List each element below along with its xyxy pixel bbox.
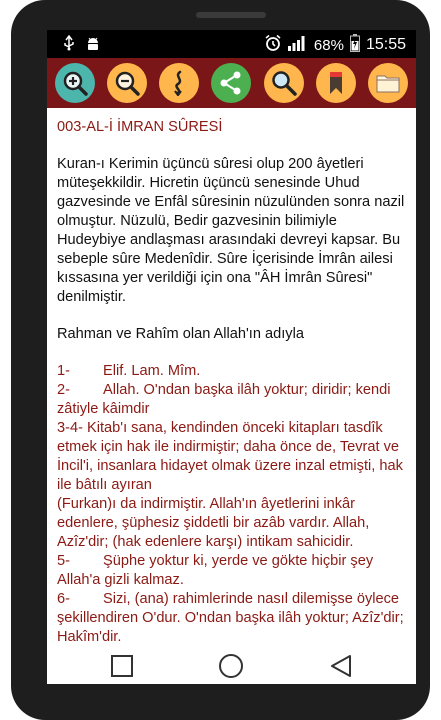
verse-number: 3-4-: [57, 420, 83, 436]
home-button[interactable]: [213, 652, 249, 680]
verse-item: [57, 419, 406, 495]
surah-intro: Kuran-ı Kerimin üçüncü sûresi olup 200 âyetleri müteşekkildir. Hicretin üçüncü senesinde Uhud gazvesinde ve Enfâl sûresinin nüzulünden sonra nazil olmuştur. Nüzulü, Bedir gazvesinin bilimiyle Hudeybiye andlaşması arasındaki devreyi kapsar. Bu sebeple sûre Medenîdir. Sûre İçerisinde İmrân ailesi kıssasına yer verildiği için ona "ÂH İmrân Sûresi" denilmiştir.: [57, 156, 405, 305]
navigation-bar: [47, 648, 416, 684]
android-debug-icon: [85, 35, 101, 55]
phone-frame: [11, 0, 430, 720]
verse-text: Sizi, (ana) rahimlerinde nasıl dilemişse öylece şekillendiren O'dur. O'ndan başka ilâh yoktur; Azîz'dir; Hakîm'dir.: [57, 591, 404, 645]
bottom-bezel: [11, 684, 430, 720]
folder-button[interactable]: [368, 63, 408, 103]
verse-number: 1-: [57, 363, 70, 379]
verse-list: [57, 362, 406, 647]
verse-text: (Furkan)ı da indirmiştir. Allah'ın âyetlerini inkâr edenlere, şüphesiz şiddetli bir azâb vardır. Allah, Azîz'dir; (hak edenlere karşı) intikam sahicidir.: [57, 496, 370, 550]
verse-item: [57, 381, 406, 419]
verse-number: 2-: [57, 382, 70, 398]
zoom-out-icon: [114, 70, 140, 96]
surah-title: 003-AL-İ İMRAN SÛRESİ: [57, 119, 223, 135]
zoom-in-button[interactable]: [55, 63, 95, 103]
verse-text: Şüphe yoktur ki, yerde ve gökte hiçbir şey Allah'a gizli kalmaz.: [57, 553, 374, 588]
back-icon: [328, 653, 354, 679]
recents-button[interactable]: [104, 652, 140, 680]
verse-text: Allah. O'ndan başka ilâh yoktur; diridir; kendi zâtiyle kâimdir: [57, 382, 391, 417]
signal-icon: [288, 35, 308, 55]
auto-scroll-button[interactable]: [159, 63, 199, 103]
usb-icon: [63, 35, 75, 55]
folder-icon: [375, 70, 401, 96]
verse-number: 5-: [57, 553, 70, 569]
verse-item: [57, 495, 406, 552]
zoom-out-button[interactable]: [107, 63, 147, 103]
back-button[interactable]: [323, 652, 359, 680]
earpiece-speaker: [196, 12, 266, 18]
recents-icon: [109, 653, 135, 679]
search-button[interactable]: [264, 63, 304, 103]
home-icon: [217, 652, 245, 680]
surah-content[interactable]: [47, 108, 416, 648]
bookmark-button[interactable]: [316, 63, 356, 103]
verse-text: Kitab'ı sana, kendinden önceki kitapları tasdîk etmek için hak ile indirmiştir; daha önce de, Tevrat ve İncil'i, insanlara hidayet olmak üzere inzal etmişti, hak ile bâtılı ayıran: [57, 420, 403, 493]
verse-text: Elif. Lam. Mîm.: [103, 363, 201, 379]
alarm-icon: [264, 34, 282, 56]
top-bezel: [11, 0, 430, 30]
screen: [47, 30, 416, 684]
verse-item: [57, 590, 406, 647]
verse-item: [57, 552, 406, 590]
search-icon: [271, 70, 297, 96]
battery-icon: [350, 34, 360, 56]
toolbar: [47, 58, 416, 108]
verse-number: 6-: [57, 591, 70, 607]
zoom-in-icon: [62, 70, 88, 96]
scroll-icon: [166, 70, 192, 96]
share-button[interactable]: [211, 63, 251, 103]
verse-item: [57, 362, 406, 381]
battery-percent: 68%: [313, 36, 344, 54]
bookmark-icon: [323, 70, 349, 96]
basmala: Rahman ve Rahîm olan Allah'ın adıyla: [57, 326, 304, 342]
clock-time: 15:55: [365, 36, 406, 53]
status-bar: [47, 30, 416, 58]
share-icon: [218, 70, 244, 96]
